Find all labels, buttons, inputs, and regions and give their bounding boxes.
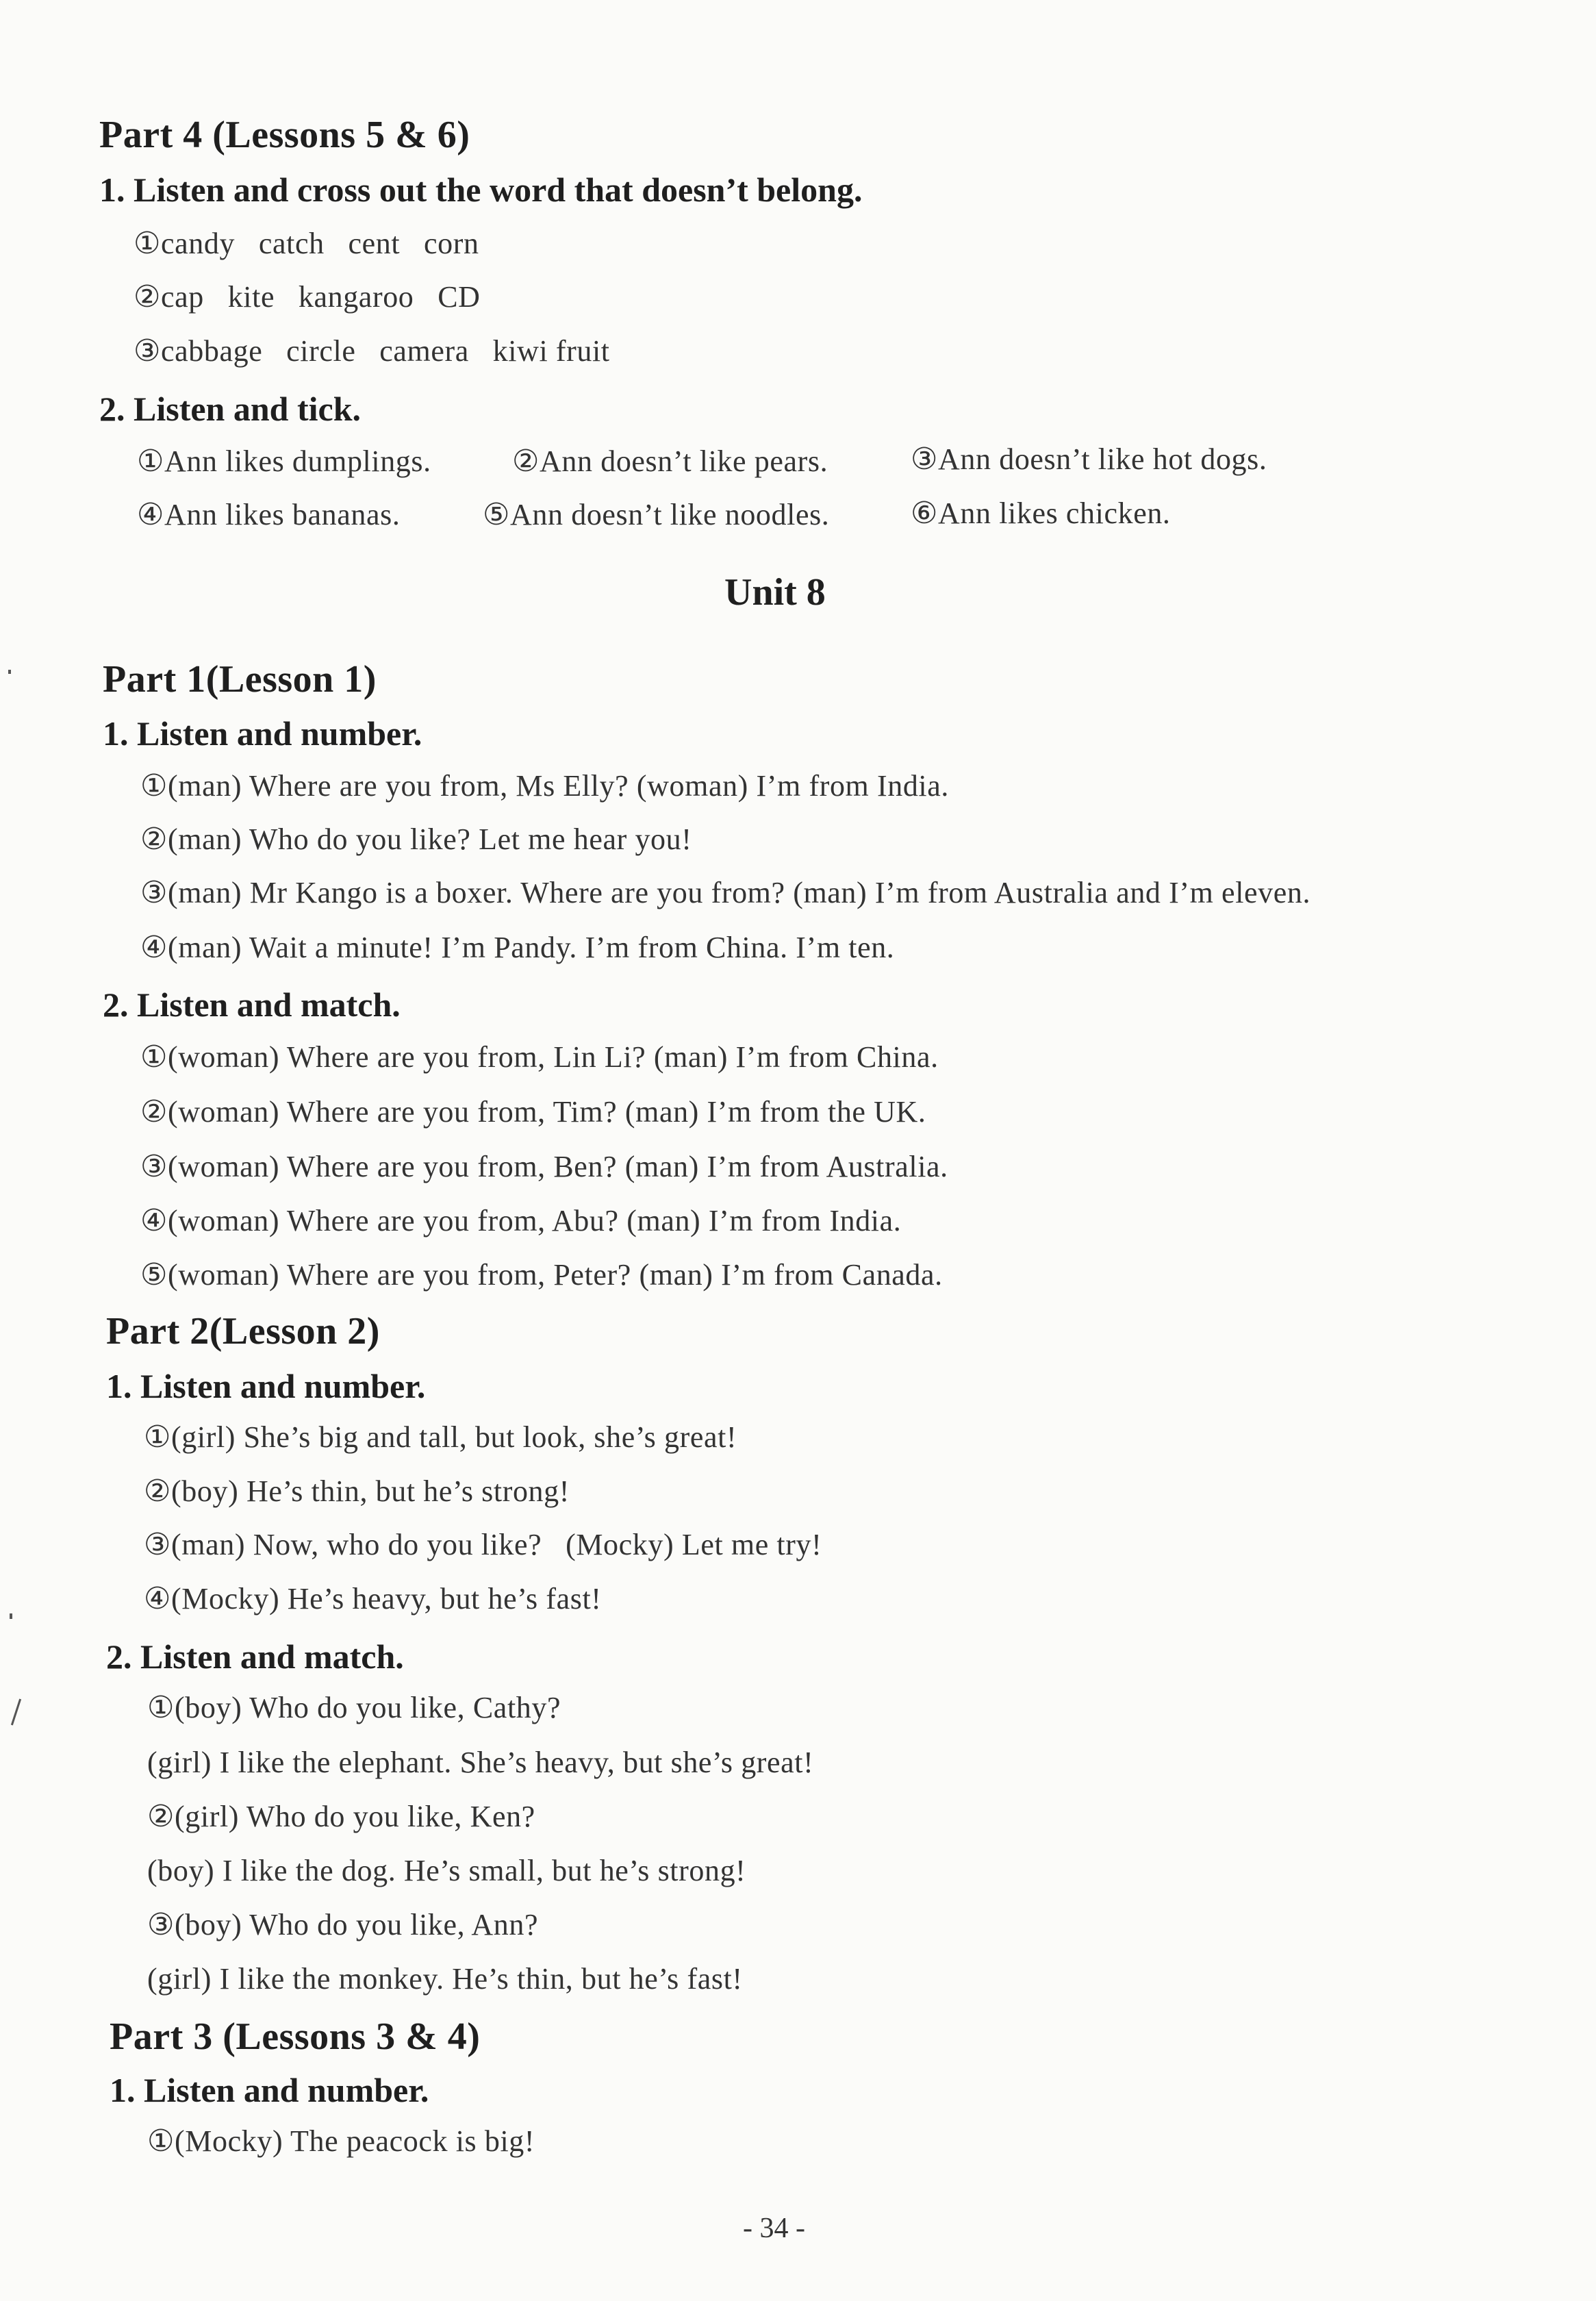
part2-task1-line-1: ①(girl) She’s big and tall, but look, she’s great! [144, 1420, 737, 1454]
word-row-3: ③cabbage circle camera kiwi fruit [134, 334, 610, 368]
part2-task2-line-3: ②(girl) Who do you like, Ken? [147, 1800, 535, 1833]
part3-task1-title: 1. Listen and number. [110, 2071, 429, 2109]
scan-mark [11, 1699, 21, 1726]
part4-title: Part 4 (Lessons 5 & 6) [99, 114, 470, 156]
part2-task1-line-2: ②(boy) He’s thin, but he’s strong! [144, 1474, 570, 1508]
page-number: - 34 - [743, 2213, 805, 2244]
scan-mark [10, 1613, 12, 1619]
part1-task1-line-2: ②(man) Who do you like? Let me hear you! [140, 822, 692, 856]
part2-task1-line-4: ④(Mocky) He’s heavy, but he’s fast! [144, 1582, 602, 1615]
part1-task2-line-3: ③(woman) Where are you from, Ben? (man) I’m from Australia. [140, 1150, 948, 1183]
part2-task2-line-6: (girl) I like the monkey. He’s thin, but he’s fast! [147, 1962, 743, 1996]
part1-task1-line-3: ③(man) Mr Kango is a boxer. Where are you from? (man) I’m from Australia and I’m eleven. [140, 876, 1311, 909]
part2-title: Part 2(Lesson 2) [106, 1310, 380, 1353]
part4-task2-title: 2. Listen and tick. [99, 390, 362, 428]
part1-title: Part 1(Lesson 1) [103, 658, 377, 701]
part1-task2-line-2: ②(woman) Where are you from, Tim? (man) I’m from the UK. [140, 1095, 926, 1129]
tick-item-5: ⑤Ann doesn’t like noodles. [483, 498, 830, 531]
part2-task2-line-5: ③(boy) Who do you like, Ann? [147, 1908, 539, 1941]
part1-task1-line-4: ④(man) Wait a minute! I’m Pandy. I’m from China. I’m ten. [140, 931, 895, 964]
part1-task2-line-5: ⑤(woman) Where are you from, Peter? (man) I’m from Canada. [140, 1258, 943, 1292]
scan-mark [8, 670, 11, 674]
part2-task1-title: 1. Listen and number. [106, 1367, 426, 1405]
part1-task2-title: 2. Listen and match. [103, 985, 401, 1024]
part2-task1-line-3: ③(man) Now, who do you like? (Mocky) Let me try! [144, 1528, 822, 1561]
tick-item-4: ④Ann likes bananas. [137, 498, 401, 531]
tick-item-3: ③Ann doesn’t like hot dogs. [911, 442, 1267, 476]
word-row-2: ②cap kite kangaroo CD [134, 280, 481, 314]
tick-item-1: ①Ann likes dumplings. [137, 444, 431, 478]
part1-task1-title: 1. Listen and number. [103, 714, 422, 753]
part1-task1-line-1: ①(man) Where are you from, Ms Elly? (woman) I’m from India. [140, 769, 949, 803]
part2-task2-line-4: (boy) I like the dog. He’s small, but he’s strong! [147, 1854, 746, 1887]
part2-task2-line-2: (girl) I like the elephant. She’s heavy, but she’s great! [147, 1746, 814, 1779]
part3-task1-line-1: ①(Mocky) The peacock is big! [147, 2124, 535, 2158]
tick-item-6: ⑥Ann likes chicken. [911, 496, 1171, 530]
part2-task2-line-1: ①(boy) Who do you like, Cathy? [147, 1691, 561, 1724]
part3-title: Part 3 (Lessons 3 & 4) [110, 2015, 481, 2058]
part1-task2-line-4: ④(woman) Where are you from, Abu? (man) I’m from India. [140, 1204, 902, 1237]
tick-item-2: ②Ann doesn’t like pears. [512, 444, 828, 478]
word-row-1: ①candy catch cent corn [134, 227, 479, 260]
unit-title: Unit 8 [724, 571, 826, 614]
part2-task2-title: 2. Listen and match. [106, 1637, 404, 1676]
part4-task1-title: 1. Listen and cross out the word that doesn’t belong. [99, 171, 863, 209]
part1-task2-line-1: ①(woman) Where are you from, Lin Li? (man) I’m from China. [140, 1040, 939, 1074]
